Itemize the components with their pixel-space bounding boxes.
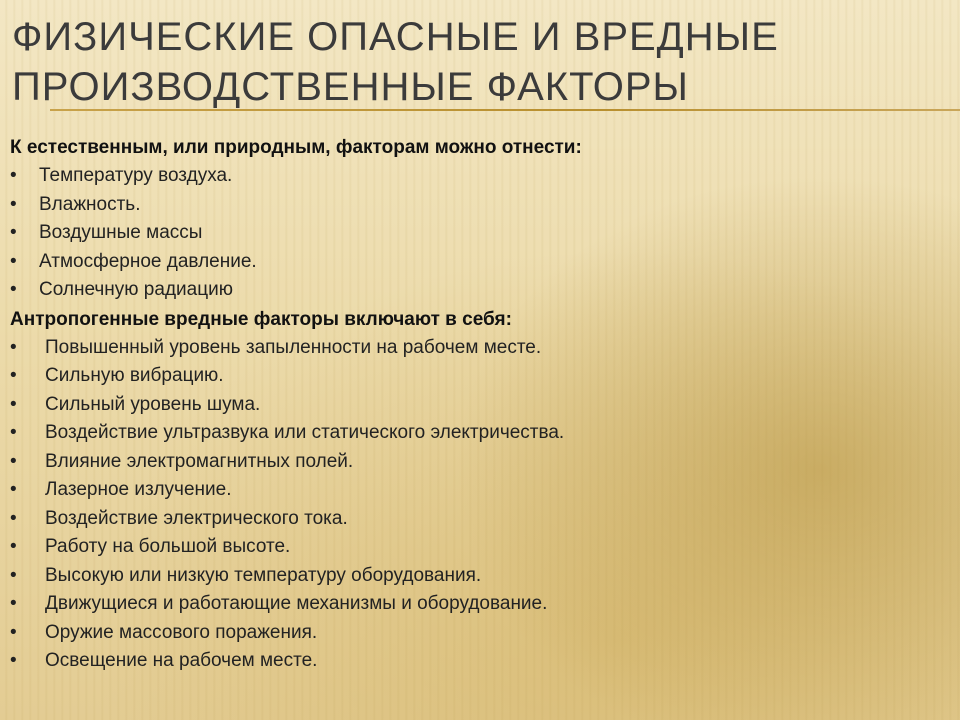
list-item-text: Влажность. xyxy=(39,193,141,215)
list-item-text: Работу на большой высоте. xyxy=(45,536,291,557)
list-item xyxy=(10,362,940,391)
bullet-icon: • xyxy=(10,621,17,643)
bullet-icon: • xyxy=(10,564,17,586)
section-heading-anthropogenic: Антропогенные вредные факторы включают в себя: xyxy=(10,308,512,330)
list-item xyxy=(10,419,940,448)
slide-content xyxy=(10,133,940,676)
bullet-icon: • xyxy=(10,279,17,300)
bullet-icon: • xyxy=(10,336,17,358)
list-item xyxy=(10,647,940,676)
list-item-text: Атмосферное давление. xyxy=(39,250,257,272)
bullet-icon: • xyxy=(10,650,17,671)
list-item xyxy=(10,219,940,248)
section-heading-natural: К естественным, или природным, факторам можно отнести: xyxy=(10,137,582,158)
bullet-icon: • xyxy=(10,593,17,614)
bullet-icon: • xyxy=(10,450,17,472)
bullet-icon: • xyxy=(10,222,17,243)
bullet-icon: • xyxy=(10,393,17,415)
bullet-icon: • xyxy=(10,507,17,529)
list-item xyxy=(10,276,940,305)
list-item xyxy=(10,619,940,648)
list-item-text: Сильный уровень шума. xyxy=(45,393,261,415)
list-item xyxy=(10,162,940,191)
list-item-text: Воздушные массы xyxy=(39,222,203,243)
list-item-text: Высокую или низкую температуру оборудования. xyxy=(45,564,482,586)
list-item xyxy=(10,448,940,477)
list-item xyxy=(10,334,940,363)
list-item xyxy=(10,248,940,277)
list-item-text: Движущиеся и работающие механизмы и оборудование. xyxy=(45,593,548,614)
list-item-text: Влияние электромагнитных полей. xyxy=(45,450,354,472)
bullet-icon: • xyxy=(10,536,17,557)
slide-title xyxy=(12,12,942,112)
list-item xyxy=(10,562,940,591)
title-underline xyxy=(50,109,960,111)
list-item-text: Повышенный уровень запыленности на рабочем месте. xyxy=(45,336,542,358)
list-item-text: Солнечную радиацию xyxy=(39,279,233,300)
list-item-text: Лазерное излучение. xyxy=(45,479,232,500)
list-item xyxy=(10,505,940,534)
list-item-text: Оружие массового поражения. xyxy=(45,621,318,643)
list-item-text: Воздействие ультразвука или статического электричества. xyxy=(45,422,565,443)
bullet-icon: • xyxy=(10,479,17,500)
bullet-icon: • xyxy=(10,250,17,272)
anthropogenic-factors-list xyxy=(10,334,940,676)
slide-title-line-1: ФИЗИЧЕСКИЕ ОПАСНЫЕ И ВРЕДНЫЕ xyxy=(12,15,779,59)
list-item-text: Сильную вибрацию. xyxy=(45,365,224,386)
list-item-text: Температуру воздуха. xyxy=(39,165,233,186)
list-item xyxy=(10,590,940,619)
list-item xyxy=(10,391,940,420)
list-item xyxy=(10,476,940,505)
bullet-icon: • xyxy=(10,165,17,186)
natural-factors-list xyxy=(10,162,940,305)
list-item xyxy=(10,533,940,562)
list-item xyxy=(10,191,940,220)
bullet-icon: • xyxy=(10,422,17,443)
bullet-icon: • xyxy=(10,365,17,386)
list-item-text: Освещение на рабочем месте. xyxy=(45,650,318,671)
slide-title-line-2: ПРОИЗВОДСТВЕННЫЕ ФАКТОРЫ xyxy=(12,65,689,109)
list-item-text: Воздействие электрического тока. xyxy=(45,507,348,529)
bullet-icon: • xyxy=(10,193,17,215)
